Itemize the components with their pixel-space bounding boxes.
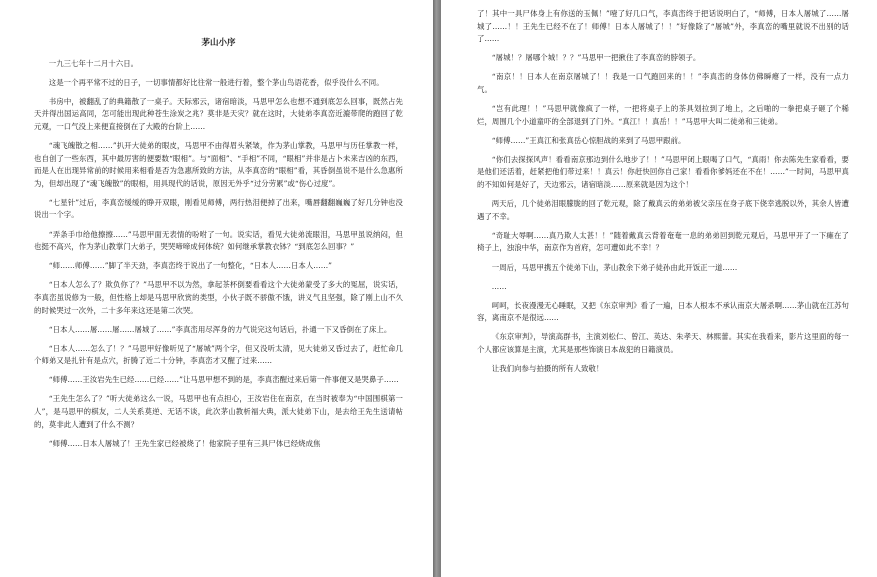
paragraph: “七星针”过后，李真峦缓缓的睁开双眼，刚看见师傅，两行热泪便掉了出来，嘴唇翻翻巍巍了好几分钟也没说出一个字。: [34, 197, 403, 220]
paragraph: “岂有此理！！”马思甲就像疯了一样，一把将桌子上的茶具划拉到了地上，之后啪的一拳把桌子砸了个稀烂，周围几个小道童吓的全部退到了门外。“真江！！真岳！！”马思甲大叫二徒弟和三徒弟。: [477, 104, 849, 126]
paragraph: 两天后，几个徒弟泪眼朦胧的回了乾元观，除了戴真云的弟弟被父亲压在身子底下侥幸逃脱以外，其余人皆遭遇了不幸。: [477, 199, 849, 221]
paragraph: “奇耻大辱啊……真乃欺人太甚！！”随着戴真云背着奄奄一息的弟弟回到乾元观后，马思甲开了一下瘫在了椅子上，浊浪中华，南京作为首府，怎可遭如此不幸！？: [477, 230, 849, 253]
paragraph: “师傅……王汝岩先生已经……已经……”让马思甲想不到的是，李真峦醒过来后第一件事便又是哭鼻子……: [48, 375, 399, 385]
paragraph: “日本人……怎么了！？”马思甲好像听见了“屠城”两个字，但又没听太清，见大徒弟又昏过去了，赶忙命几个师弟又是扎针有是点穴，折腾了近二十分钟，李真峦才又醒了过来……: [34, 343, 403, 366]
paragraph: “师傅……日本人屠城了！王先生家已经被烧了！他家院子里有三具尸体已经烧成焦: [48, 438, 321, 448]
paragraph: 《东京审判》，导演高群书，主演刘松仁、曾江、英达、朱孝天、林熙蕾。其实在我看来，影片这里面的每一个人都应该算是主演，尤其是那些饰演日本战犯的日籍演员。: [477, 332, 849, 354]
paragraph: 这是一个再平常不过的日子，一切事情都好比往常一般进行着，整个茅山鸟语花香，似乎没什么不同。: [48, 77, 384, 87]
right-page: [441, 0, 877, 577]
paragraph: “日本人……屠……屠……屠城了……”李真峦用尽浑身的力气说完这句话后，扑通一下又昏倒在了床上。: [48, 324, 392, 334]
paragraph: 书房中，被翻乱了的典籍散了一桌子。天际邪云，诸宿暗淡，马思甲怎么也想不通到底怎么回事，既然占先天并得出国运高同，怎可能出现此种苍生涂炭之兆？莫非是天灾？就在这时，大徒弟李真峦近漉带爬的跑回了乾元观，一口气没上来便直接倒在了大殿的台阶上……: [34, 96, 403, 131]
paragraph: “屠城！？屠哪个城！？？”马思甲一把揪住了李真峦的脖领子。: [491, 53, 701, 63]
paragraph: “南京！！日本人在南京屠城了！！我是一口气跑回来的！！”李真峦的身体仿佛瞬瘪了一样，没有一点力气。: [477, 72, 849, 94]
paragraph: “王先生怎么了？”听大徒弟这么一说，马思甲也有点担心，王汝岩住在南京，在当时被奉为“中国围棋第一人”，是马思甲的棋友，二人关系莫逆、无话不谈，此次茅山教析福大典，派大徒弟下山，是去给王先生送请帖的，莫非此人遭到了什么不测？: [34, 394, 403, 429]
paragraph: 一周后，马思甲携五个徒弟下山，茅山教余下弟子徒孙由此开饭正一道……: [491, 262, 738, 272]
date-line: 一九三七年十二月十六日。: [48, 59, 139, 68]
paragraph: 了！其中一具尸体身上有你送的玉佩！”噎了好几口气，李真峦终于把话说明白了，“师傅，日本人屠城了……屠城了……！！王先生已经不在了！师傅！日本人屠城了！！”好像除了“屠城”外，李真峦的嘴里就说不出别的话了……: [477, 9, 849, 44]
paragraph: ……: [491, 281, 507, 291]
paragraph: “魂飞魄散之相……”扒开大徒弟的眼皮，马思甲不由得眉头紧皱，作为茅山掌教，马思甲与历任掌教一样，也自创了一些东西，其中最厉害的便要数“眼相”。与“面相”、“手相”不同，“眼相”并非是占卜未来吉凶的东西，而是人在出现异常前的时候用来相看是否为急惠所致的方法，从李真峦的“眼相”看，其昏倒虽说不是什么急惠所为，但却出现了“魂飞魄散”的眼相，用具现代的话说，原因无外乎“过分劳累”或“伤心过度”。: [34, 140, 403, 188]
paragraph: “师……师傅……”脚了半天劲，李真峦终于说出了一句整化，“日本人……日本人……”: [48, 261, 332, 271]
paragraph: “师傅……”王真江和张真岳心惊胆战的来到了马思甲跟前。: [491, 135, 686, 145]
paragraph: “弄条手巾给他擦擦……”马思甲面无表情的吩咐了一句。说实话，看见大徒弟流眼泪，马思甲虽说纳闷，但也挺不高兴，作为茅山教掌门大弟子，哭哭啼啼成何体统？如何继承掌教衣钵？“到底怎么回事？”: [34, 229, 403, 252]
left-page: [0, 0, 433, 577]
page-gutter: [433, 0, 441, 577]
paragraph: “你们去探探风声！看看南京那边到什么地步了！！”马思甲闭上眼喝了口气，“真雨！你去陈先生家看看，要是他们还活着，赶紧把他们带过来！！真云！你赶快回你自己家！看看你爹妈还在不在！……”一时间，马思甲真的不知如何是好了，天边邪云，诸宿暗淡……原来就是因为这个！: [477, 154, 849, 190]
paragraph: 呵呵，长夜漫漫无心睡眠，又把《东京审判》看了一遍，日本人根本不承认南京大屠杀啊……茅山就在江苏句容，离南京不是很远……: [477, 300, 849, 323]
paragraph: 让我们向参与拍摄的所有人致敬！: [491, 364, 604, 374]
document-title: 茅山小序: [201, 38, 236, 48]
paragraph: “日本人怎么了？欺负你了？”马思甲不以为然，拿起茶杯倒要看看这个大徒弟蒙受了多大的冤屈，说实话，李真峦虽说修为一般，但性格上却是马思甲欣赏的类型，小伙子既不骄傲不饿，讲义气且坚强，除了刚上山不久的时候哭过一次外，二十多年来这还是第二次哭。: [34, 280, 403, 315]
